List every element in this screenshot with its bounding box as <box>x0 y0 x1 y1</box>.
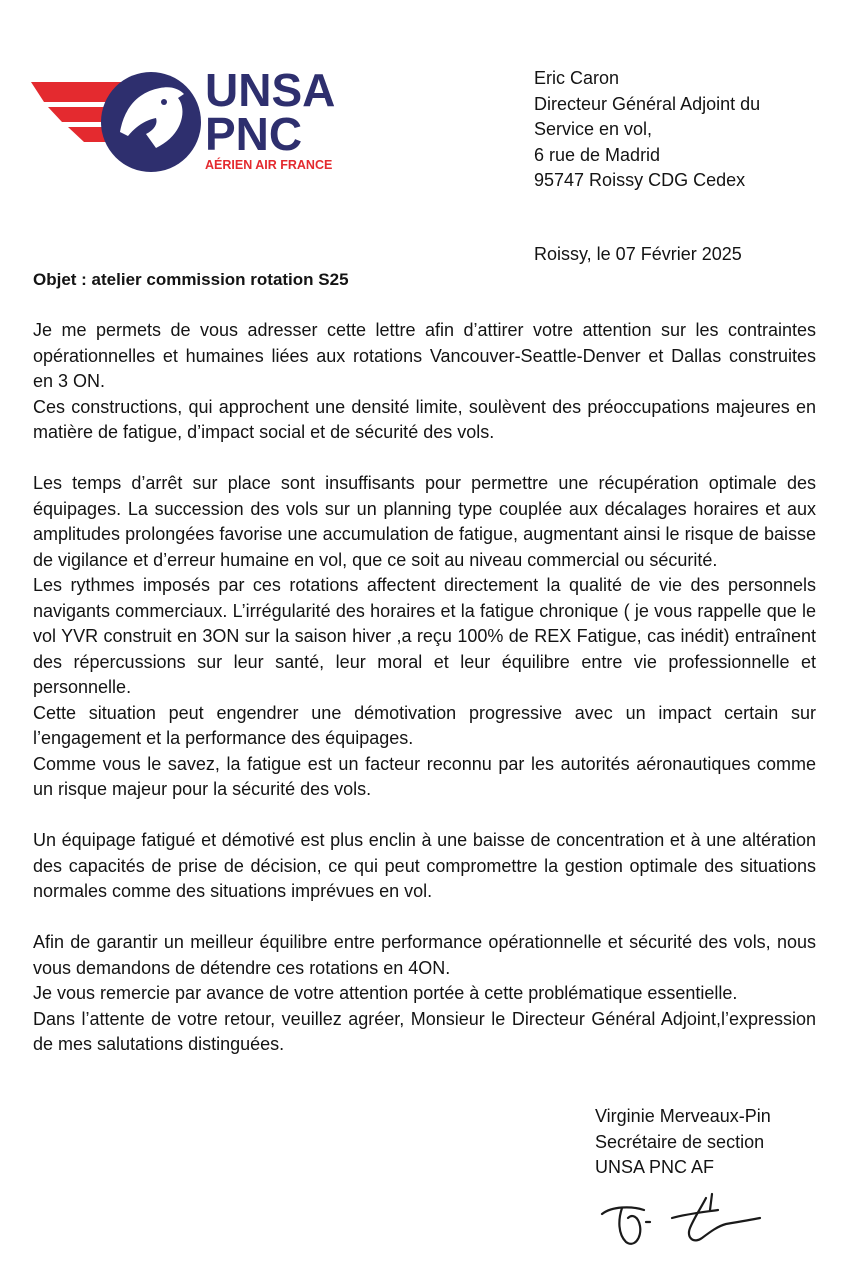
body-paragraph: Afin de garantir un meilleur équilibre entre performance opérationnelle et sécurité des vols, nous vous demandons de détendre ces rotations en 4ON. <box>33 932 816 978</box>
letter-date: Roissy, le 07 Février 2025 <box>534 244 742 264</box>
recipient-address <box>534 66 760 194</box>
logo-text-unsa: UNSA <box>205 64 336 116</box>
signature-block <box>595 1104 771 1181</box>
body-paragraph: Comme vous le savez, la fatigue est un facteur reconnu par les autorités aéronautiques comme un risque majeur pour la sécurité des vols. <box>33 753 816 799</box>
body-paragraph: Les temps d’arrêt sur place sont insuffisants pour permettre une récupération optimale des équipages. La succession des vols sur un planning type couplée aux décalages horaires et aux amplitudes prolongées favorise une accumulation de fatigue, augmentant ainsi le risque de baisse de vigilance et d’erreur humaine en vol, que ce soit au niveau commercial ou sécurité. <box>33 473 816 570</box>
body-paragraph: Je me permets de vous adresser cette lettre afin d’attirer votre attention sur les contraintes opérationnelles et humaines liées aux rotations Vancouver-Seattle-Denver et Dallas construites en 3 ON. <box>33 320 816 391</box>
recipient-street: 6 rue de Madrid <box>534 144 661 165</box>
letter-subject: Objet : atelier commission rotation S25 <box>33 270 349 289</box>
recipient-title: Directeur Général Adjoint du <box>534 93 761 114</box>
recipient-name: Eric Caron <box>534 68 620 88</box>
signatory-organization: UNSA PNC AF <box>595 1157 715 1177</box>
body-paragraph: Un équipage fatigué et démotivé est plus enclin à une baisse de concentration et à une altération des capacités de prise de décision, ce qui peut compromettre la gestion optimale des situations normales comme des situations imprévues en vol. <box>33 830 816 901</box>
body-paragraph: Dans l’attente de votre retour, veuillez agréer, Monsieur le Directeur Général Adjoint,l’expression de mes salutations distinguées. <box>33 1008 816 1054</box>
signatory-title: Secrétaire de section <box>595 1131 765 1152</box>
unsa-pnc-logo <box>28 62 373 182</box>
letter-body <box>33 318 816 1058</box>
logo-tagline: AÉRIEN AIR FRANCE <box>205 158 333 172</box>
body-paragraph: Les rythmes imposés par ces rotations affectent directement la qualité de vie des personnels navigants commerciaux. L’irrégularité des horaires et la fatigue chronique ( je vous rappelle que le vol YVR construit en 3ON sur la saison hiver ,a reçu 100% de REX Fatigue, cas inédit) entraînent des répercussions sur leur santé, leur moral et leur équilibre entre vie professionnelle et personnelle. <box>33 575 816 697</box>
body-paragraph: Ces constructions, qui approchent une densité limite, soulèvent des préoccupations majeures en matière de fatigue, d’impact social et de sécurité des vols. <box>33 396 816 442</box>
recipient-city: 95747 Roissy CDG Cedex <box>534 170 746 190</box>
unsa-pnc-logo-mark <box>28 62 373 182</box>
logo-text-pnc: PNC <box>205 108 303 160</box>
body-paragraph: Cette situation peut engendrer une démotivation progressive avec un impact certain sur l’engagement et la performance des équipages. <box>33 702 816 748</box>
body-paragraph: Je vous remercie par avance de votre attention portée à cette problématique essentielle. <box>33 983 738 1003</box>
recipient-department: Service en vol, <box>534 119 653 139</box>
handwritten-signature <box>598 1188 763 1250</box>
signatory-name: Virginie Merveaux-Pin <box>595 1106 771 1126</box>
